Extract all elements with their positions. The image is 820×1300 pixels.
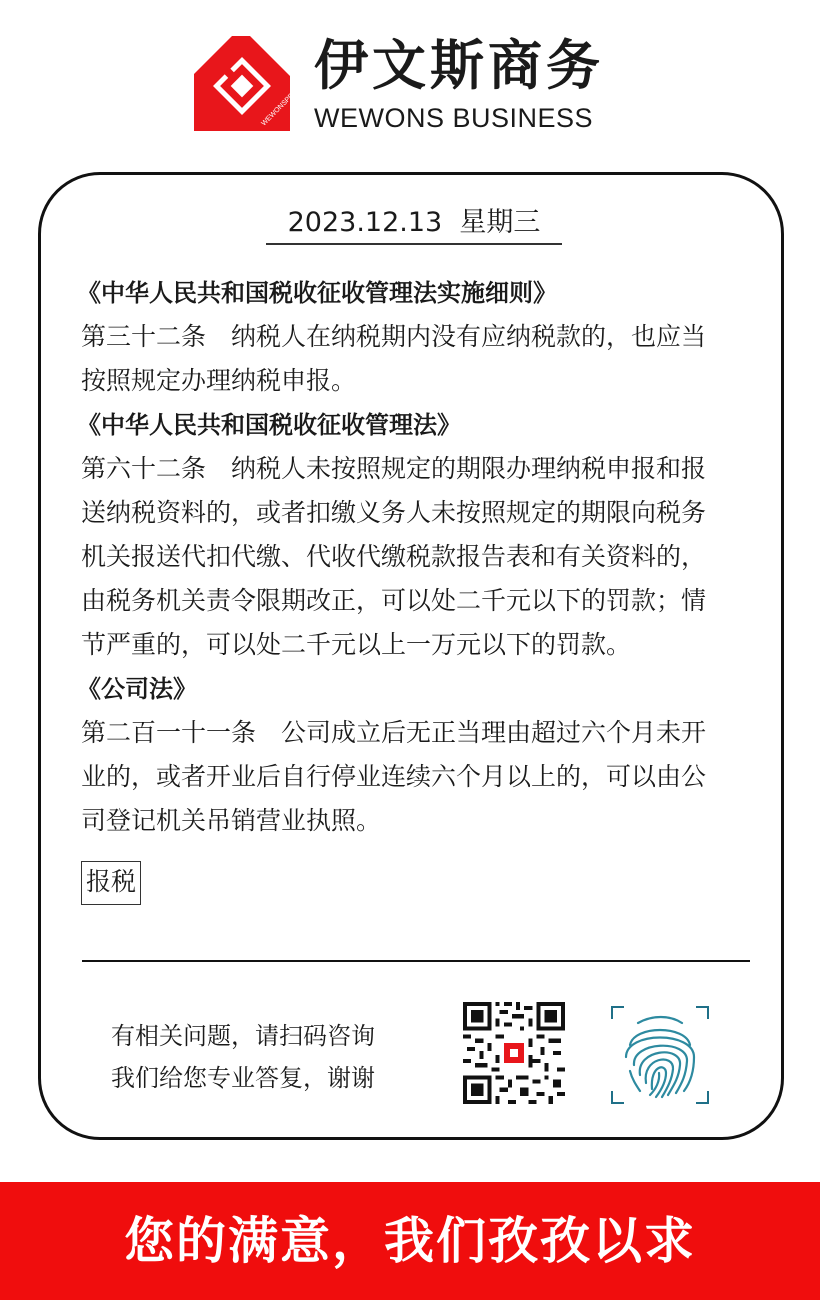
law-line: 节严重的，可以处二千元以上一万元以下的罚款。 bbox=[81, 630, 632, 659]
law-line: 第六十二条 纳税人未按照规定的期限办理纳税申报和报 bbox=[81, 454, 707, 483]
brand-name-chinese: 伊文斯商务 bbox=[314, 34, 604, 97]
brand-name-english: WEWONS BUSINESS bbox=[314, 103, 594, 133]
wewons-logo-icon bbox=[194, 36, 300, 131]
law-title-implementation-rules: 《中华人民共和国税收征收管理法实施细则》 bbox=[77, 279, 557, 307]
law-line: 送纳税资料的，或者扣缴义务人未按照规定的期限向税务 bbox=[81, 498, 707, 527]
date-heading: 2023.12.13 星期三 bbox=[266, 203, 562, 245]
law-title-tax-administration: 《中华人民共和国税收征收管理法》 bbox=[77, 411, 461, 439]
svg-text:WEWONSPRO: WEWONSPRO bbox=[260, 88, 300, 128]
law-title-company-law: 《公司法》 bbox=[77, 675, 197, 703]
law-line: 由税务机关责令限期改正，可以处二千元以下的罚款；情 bbox=[81, 586, 707, 615]
law-line: 机关报送代扣代缴、代收代缴税款报告表和有关资料的， bbox=[81, 542, 707, 571]
law-line: 业的，或者开业后自行停业连续六个月以上的，可以由公 bbox=[81, 762, 707, 791]
contact-line: 我们给您专业答复，谢谢 bbox=[111, 1064, 375, 1092]
law-line: 按照规定办理纳税申报。 bbox=[81, 366, 357, 395]
law-content bbox=[77, 271, 757, 843]
qr-code-icon[interactable] bbox=[463, 1002, 565, 1104]
law-card bbox=[38, 172, 784, 1140]
header bbox=[0, 0, 820, 160]
tax-filing-tag[interactable]: 报税 bbox=[81, 861, 141, 905]
law-line: 第二百一十一条 公司成立后无正当理由超过六个月未开 bbox=[81, 718, 707, 747]
law-line: 司登记机关吊销营业执照。 bbox=[81, 806, 382, 835]
divider bbox=[82, 960, 750, 962]
contact-line: 有相关问题，请扫码咨询 bbox=[111, 1022, 375, 1050]
slogan-banner bbox=[0, 1182, 820, 1300]
contact-text bbox=[111, 1015, 375, 1099]
slogan-text: 您的满意，我们孜孜以求 bbox=[124, 1212, 696, 1270]
fingerprint-icon[interactable] bbox=[610, 1005, 710, 1105]
law-line: 第三十二条 纳税人在纳税期内没有应纳税款的，也应当 bbox=[81, 322, 707, 351]
